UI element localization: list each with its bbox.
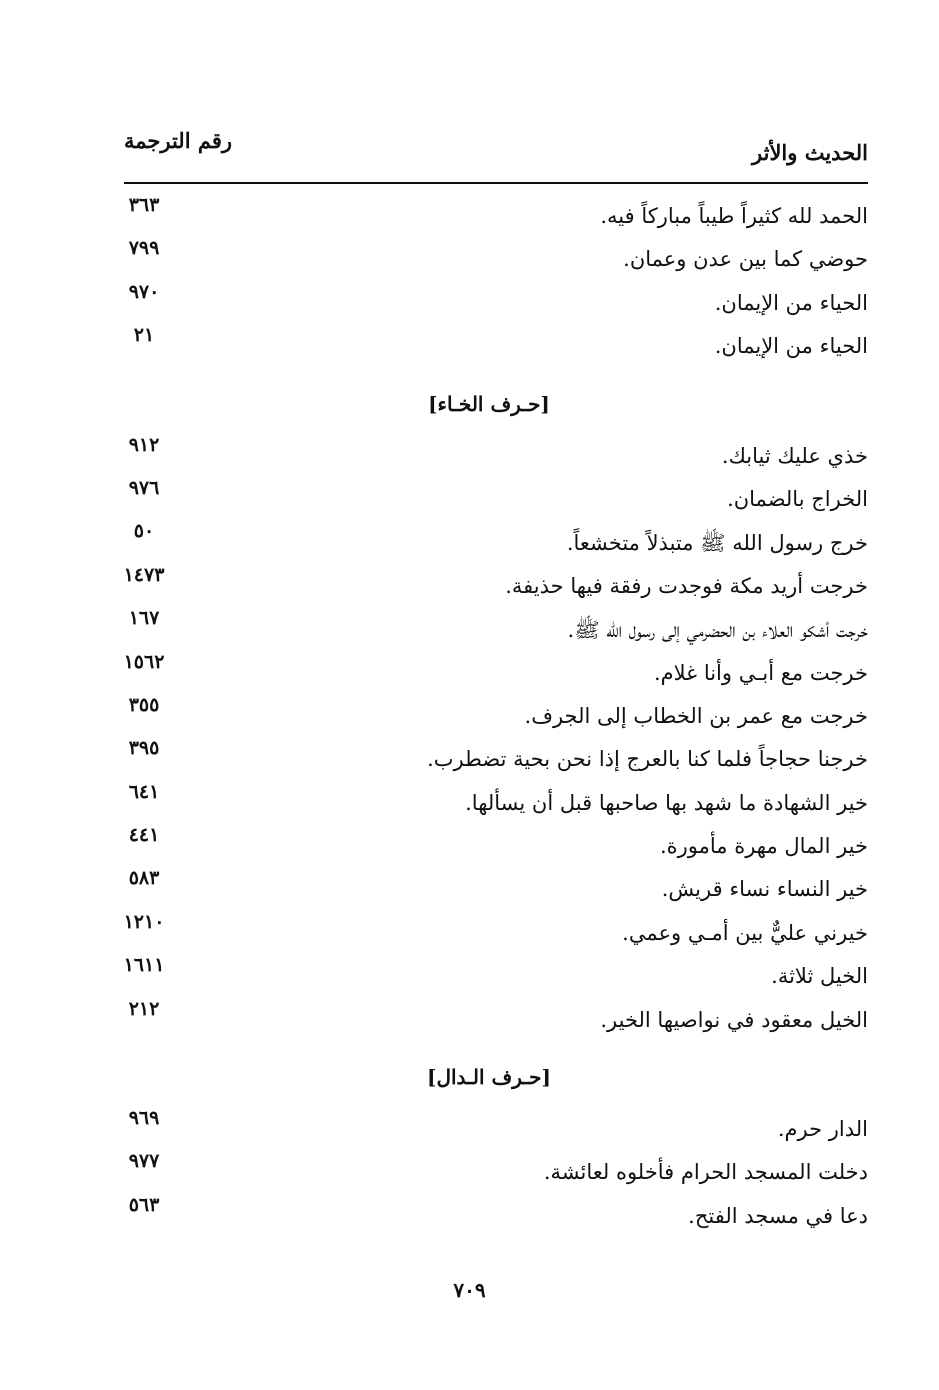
entry-text: خرجت مع عمر بن الخطاب إلى الجرف. bbox=[524, 703, 868, 728]
entry-number: ٣٥٥ bbox=[128, 693, 160, 716]
index-group bbox=[110, 392, 868, 1041]
index-entry bbox=[110, 324, 868, 367]
entry-text: الخيل معقود في نواصيها الخير. bbox=[600, 1007, 868, 1032]
entry-text: الحياء من الإيمان. bbox=[714, 334, 868, 359]
entry-number: ٤٤١ bbox=[128, 824, 160, 847]
index-group bbox=[110, 1065, 868, 1237]
index-entry bbox=[110, 737, 868, 780]
entry-number: ٣٦٣ bbox=[128, 194, 160, 216]
page-header bbox=[124, 128, 868, 176]
index-entry bbox=[110, 998, 868, 1041]
entry-number: ١٥٦٢ bbox=[123, 650, 165, 673]
entry-number: ١٢١٠ bbox=[123, 910, 165, 933]
page-number: ٧٠٩ bbox=[453, 1278, 486, 1302]
section-heading-text: [حـرف الخـاء] bbox=[428, 391, 550, 416]
entry-number: ١٦٧ bbox=[128, 607, 160, 630]
index-entry bbox=[110, 694, 868, 737]
index-group bbox=[110, 194, 868, 368]
entry-number: ٩٦٩ bbox=[128, 1107, 160, 1130]
index-entry bbox=[110, 434, 868, 477]
entry-text: حوضي كما بين عدن وعمان. bbox=[623, 247, 868, 272]
index-entry bbox=[110, 1194, 868, 1237]
entry-number: ٥٦٣ bbox=[128, 1193, 160, 1216]
index-entry bbox=[110, 477, 868, 520]
entry-text: الحياء من الإيمان. bbox=[714, 290, 868, 315]
index-list bbox=[110, 194, 868, 1237]
index-entry bbox=[110, 564, 868, 607]
section-spacer bbox=[110, 368, 868, 392]
index-entry bbox=[110, 824, 868, 867]
entry-text: الحمد لله كثيراً طيباً مباركاً فيه. bbox=[600, 204, 868, 228]
index-entry bbox=[110, 520, 868, 563]
entry-text: الخراج بالضمان. bbox=[727, 486, 868, 511]
entry-number: ٩٧٠ bbox=[128, 280, 160, 303]
entry-number: ٧٩٩ bbox=[128, 237, 160, 260]
entry-text: خير المال مهرة مأمورة. bbox=[659, 834, 868, 859]
header-divider bbox=[124, 182, 868, 184]
entry-text: خير الشهادة ما شهد بها صاحبها قبل أن يسألها. bbox=[465, 790, 868, 815]
index-entry bbox=[110, 1150, 868, 1193]
index-entry bbox=[110, 781, 868, 824]
entry-text: الخيل ثلاثة. bbox=[771, 964, 868, 989]
entry-text: خذي عليك ثيابك. bbox=[721, 443, 868, 468]
section-heading-dal bbox=[110, 1065, 868, 1107]
entry-number: ٩١٢ bbox=[128, 433, 160, 456]
entry-text: خيرني عليٌّ بين أمـي وعمي. bbox=[622, 920, 868, 945]
entry-number: ١٤٧٣ bbox=[123, 563, 165, 586]
index-entry bbox=[110, 651, 868, 694]
entry-number: ٢١ bbox=[133, 324, 155, 347]
entry-number: ٢١٢ bbox=[128, 997, 160, 1020]
running-title: الحديث والأثر bbox=[752, 140, 868, 165]
entry-text: دخلت المسجد الحرام فأخلوه لعائشة. bbox=[543, 1160, 868, 1185]
entry-number: ٦٤١ bbox=[128, 780, 160, 803]
index-entry bbox=[110, 237, 868, 280]
index-entry bbox=[110, 954, 868, 997]
entry-number: ٥٨٣ bbox=[128, 867, 160, 890]
entry-text: دعا في مسجد الفتح. bbox=[688, 1203, 868, 1228]
entry-number: ١٦١١ bbox=[123, 954, 165, 977]
column-label: رقم الترجمة bbox=[124, 128, 233, 153]
entry-number: ٩٧٦ bbox=[128, 476, 160, 499]
entry-text: خرج رسول الله ﷺ متبذلاً متخشعاً. bbox=[566, 531, 868, 556]
index-entry bbox=[110, 607, 868, 650]
entry-text: خرجت أريد مكة فوجدت رفقة فيها حذيفة. bbox=[505, 573, 868, 598]
index-entry bbox=[110, 867, 868, 910]
index-entry bbox=[110, 911, 868, 954]
entry-number: ٥٠ bbox=[133, 520, 155, 543]
section-spacer bbox=[110, 1041, 868, 1065]
entry-text: خرجت مع أبـي وأنا غلام. bbox=[653, 660, 868, 685]
section-heading-text: [حـرف الـدال] bbox=[427, 1065, 551, 1090]
entry-number: ٩٧٧ bbox=[128, 1150, 160, 1173]
index-entry bbox=[110, 281, 868, 324]
entry-text: خرجت أشكو العلاء بن الحضرمي إلى رسول الله ﷺ. bbox=[567, 618, 868, 643]
index-entry bbox=[110, 194, 868, 237]
section-heading-kha bbox=[110, 392, 868, 434]
entry-number: ٣٩٥ bbox=[128, 737, 160, 760]
index-entry bbox=[110, 1107, 868, 1150]
entry-text: خرجنا حجاجاً فلما كنا بالعرج إذا نحن بحية تضطرب. bbox=[427, 747, 868, 772]
entry-text: خير النساء نساء قريش. bbox=[661, 877, 868, 902]
entry-text: الدار حرم. bbox=[777, 1117, 868, 1142]
